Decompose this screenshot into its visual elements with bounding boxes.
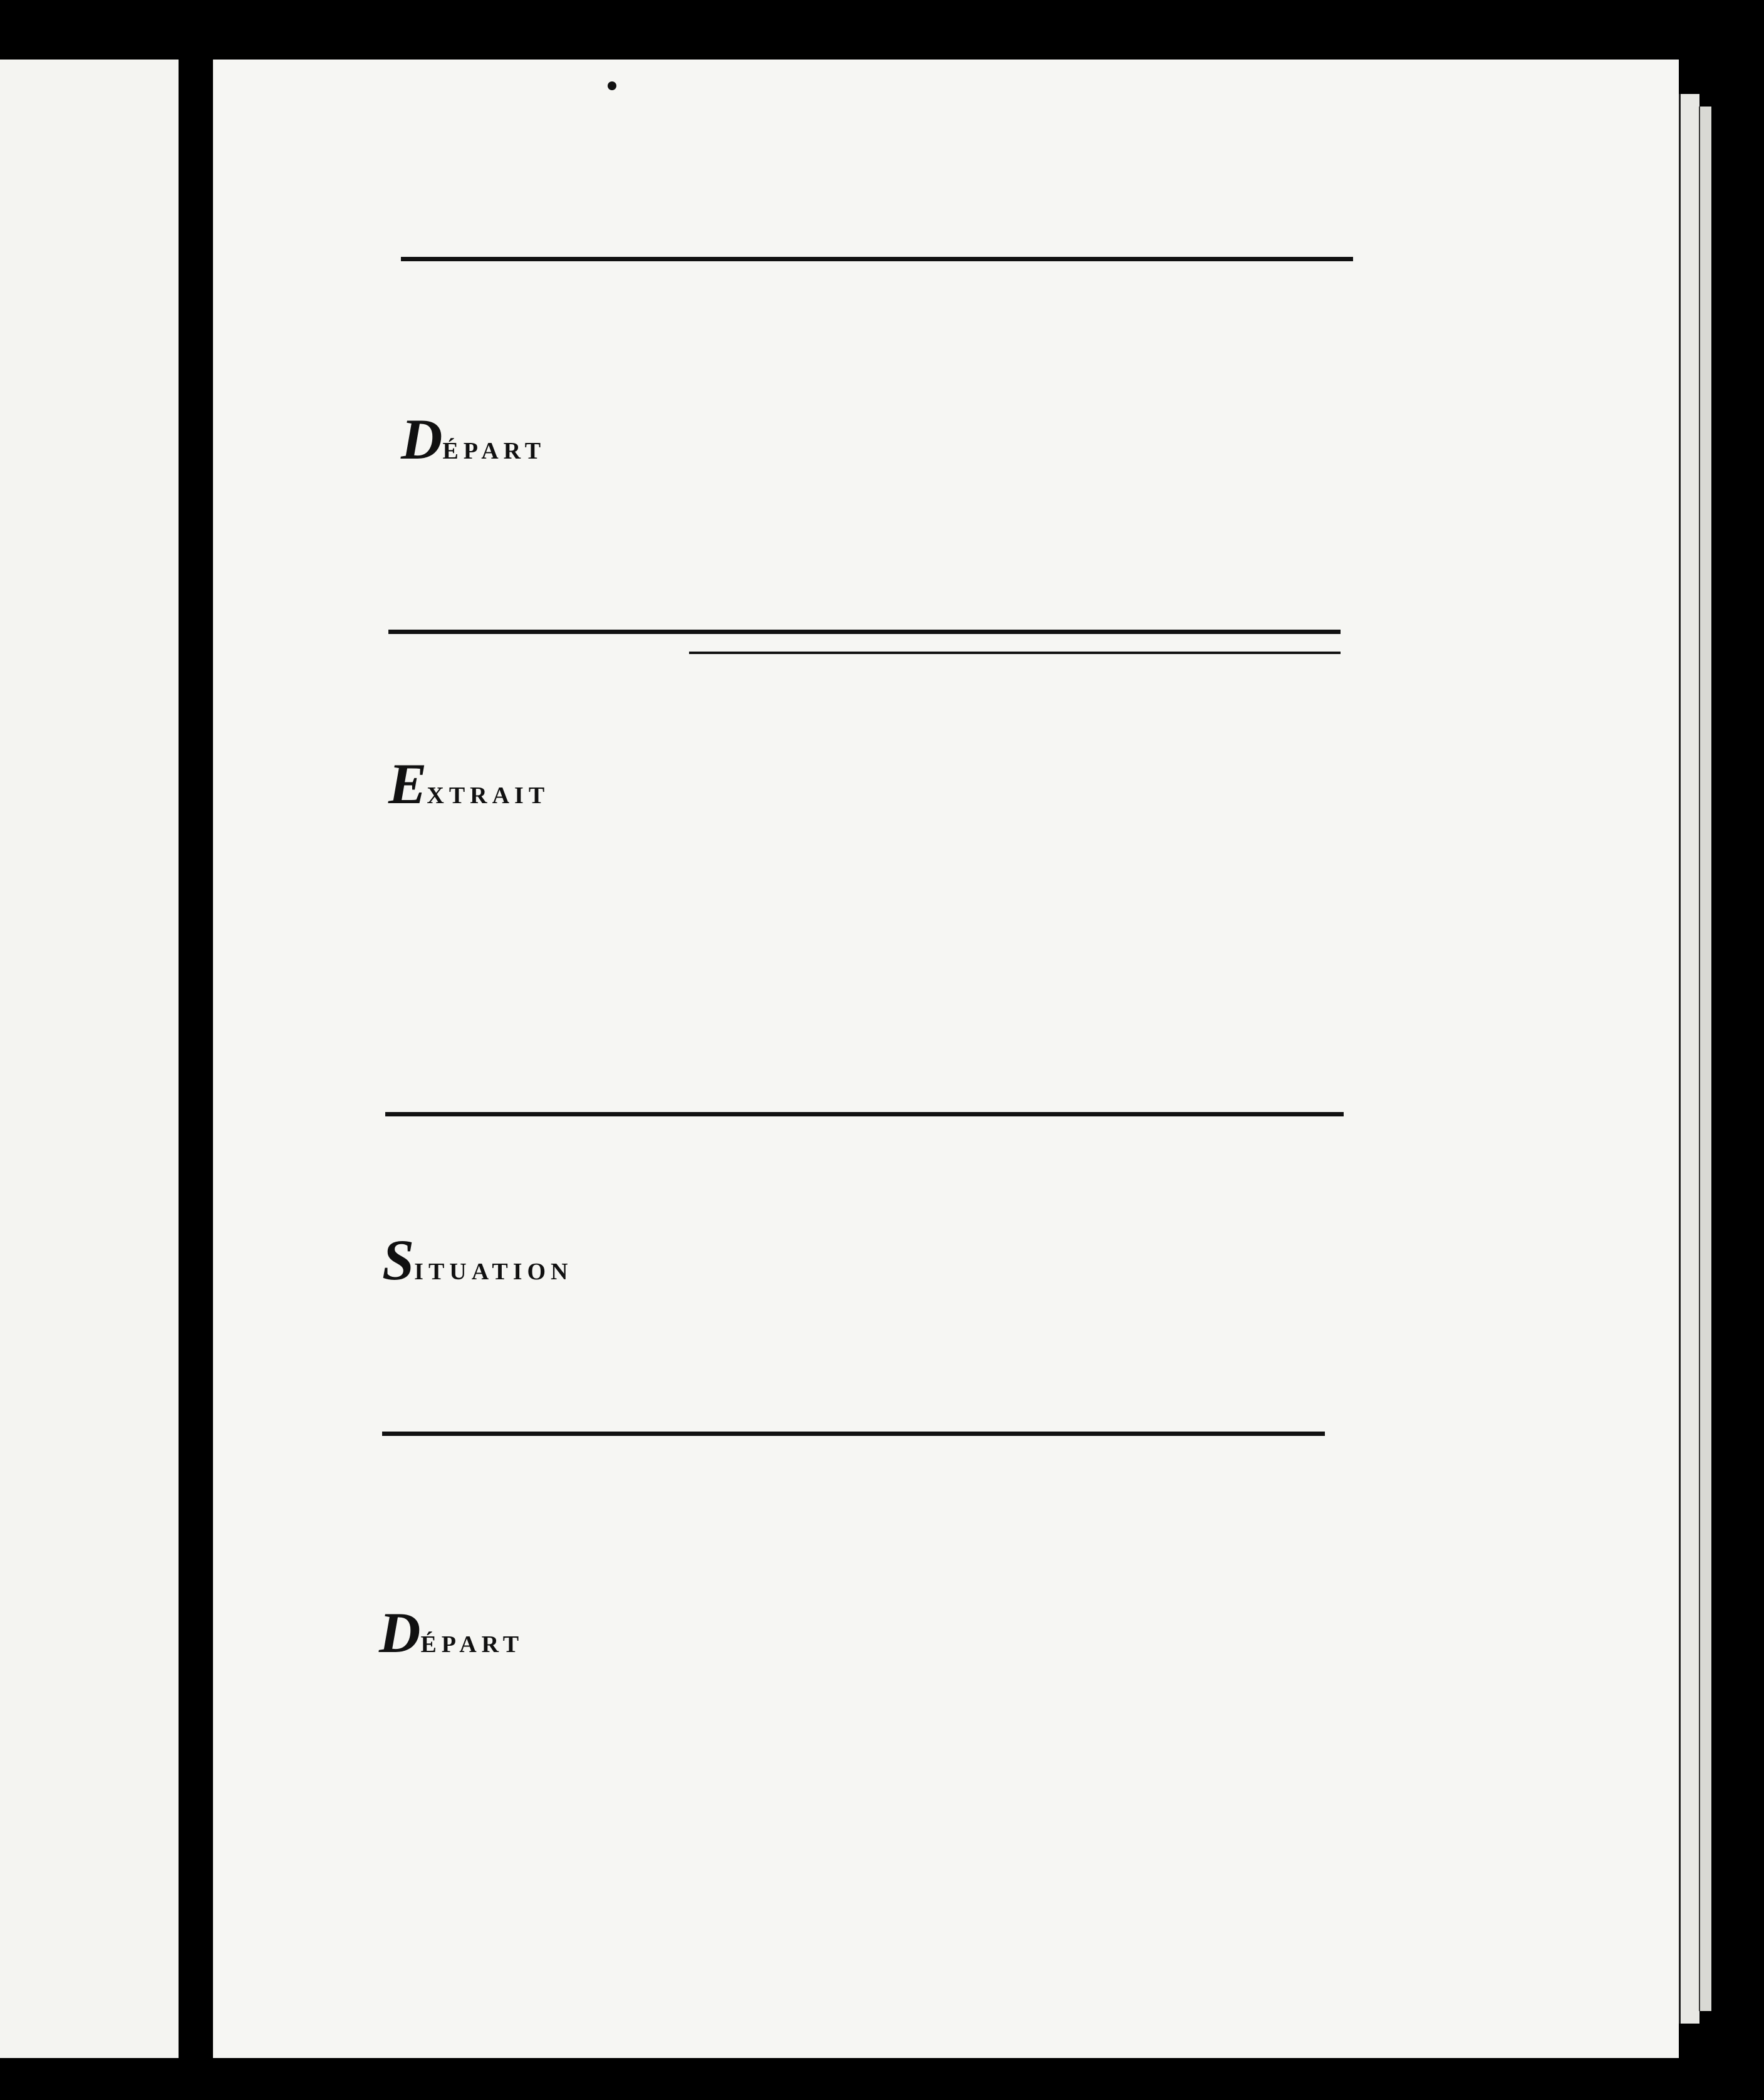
page	[213, 60, 1679, 2058]
page-edge-back	[1699, 107, 1711, 2011]
left-page-edge	[0, 60, 179, 2058]
section-rule	[382, 1432, 1325, 1436]
section-rule	[385, 1112, 1344, 1116]
page-edge	[1679, 94, 1699, 2024]
entry-line: EXTRAIT	[388, 752, 550, 816]
header-rule	[401, 257, 1353, 261]
ink-dot	[608, 81, 616, 90]
entry-line: DÉPART	[379, 1601, 524, 1665]
entry-line: SITUATION	[382, 1228, 573, 1292]
entry-line: DÉPART	[401, 407, 546, 471]
gutter	[179, 60, 213, 2058]
section-rule	[388, 630, 1341, 634]
section-rule-thin	[689, 652, 1341, 654]
